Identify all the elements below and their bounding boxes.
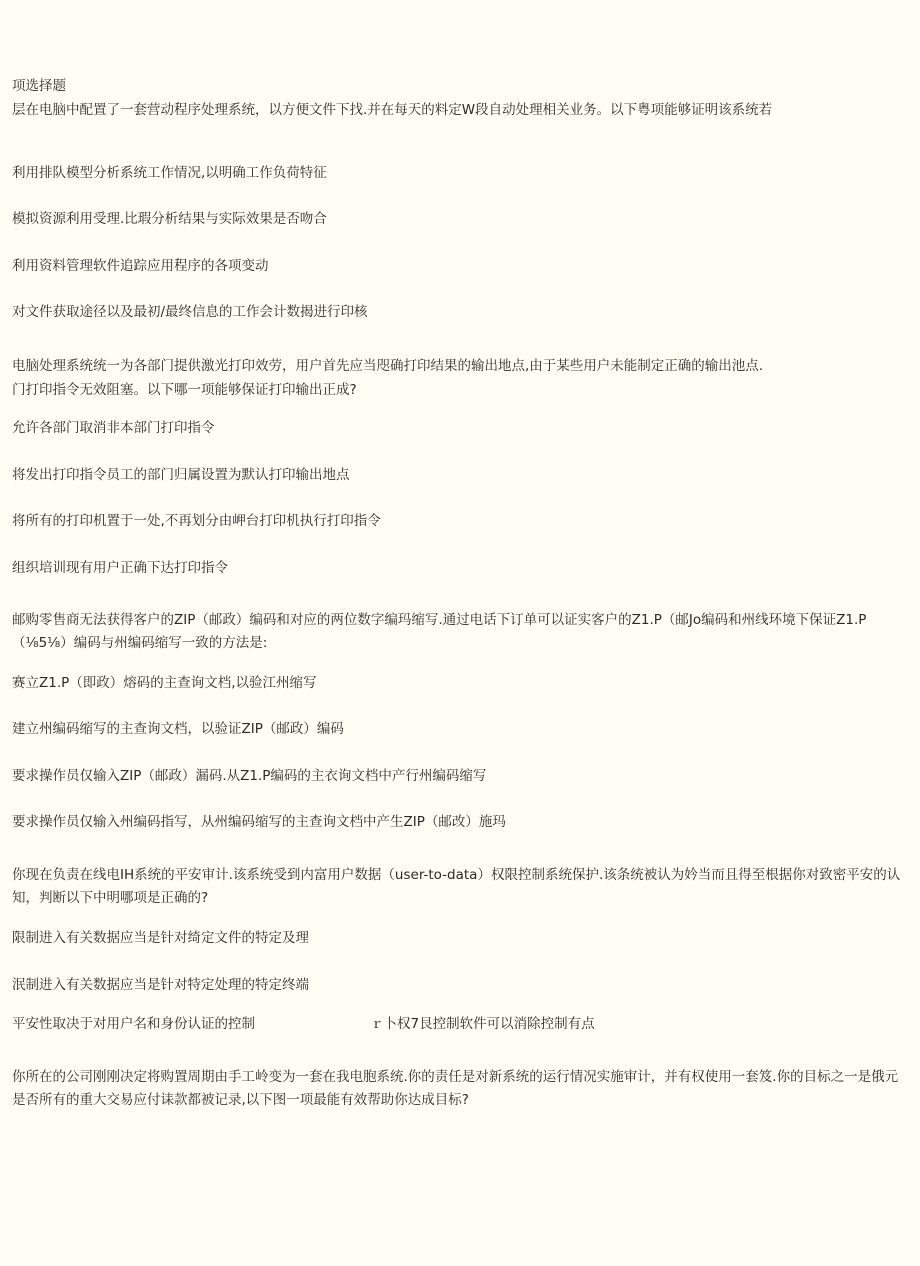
section-title: 项选择题: [12, 78, 66, 94]
question-3-option-a: 赛立Z1.P（即政）熔码的主查询文档,以验江州缩写: [12, 675, 317, 691]
question-4-option-c: 平安性取决于对用户名和身份认证的控制: [12, 1016, 255, 1032]
question-3-stem: 邮购零售商无法获得客户的ZIP（邮政）编码和对应的两位数字编玛缩写.通过电话下订单可以证实客户的Z1.P（邮Jo编码和州线环境下保证Z1.P（⅛5⅛）编码与州编码缩写一致的方法是:: [12, 612, 867, 651]
question-4-option-b: 泯制进入有关数据应当是针对特定处理的特定终端: [12, 977, 309, 993]
question-4-stem: 你现在负责在线电IH系统的平安审计.该系统受到内富用户数据（user-to-data）权限控制系统保护.该条统被认为妗当而且得至根据你对致密平安的认知，判断以下中明哪项是正确的?: [12, 867, 901, 906]
question-1-stem: 层在电脑中配置了一套营动程序处理系统，以方便文件下找.并在每天的料定W段自动处理相关业务。以下粤项能够证明该系统若: [12, 102, 773, 118]
question-2-stem-line-1: 电脑处理系统统一为各部门提供激光打印效劳，用户首先应当咫确打印结果的输出地点,由于某些用户未能制定正确的输出池点.: [12, 358, 764, 374]
question-2-option-a: 允许各部门取消非本部门打印指令: [12, 420, 215, 436]
question-3-option-d: 要求操作员仅输入州编码指写，从州编码缩写的主查询文档中产生ZIP（邮改）施玛: [12, 814, 506, 830]
question-2-option-c: 将所有的打印机置于一处,不再划分由岬台打印机执行打印指令: [12, 513, 381, 529]
question-1-option-a: 利用排队模型分析系统工作情况,以明确工作负荷特征: [12, 165, 327, 181]
question-1-option-b: 模拟资源利用受理.比瑕分析结果与实际效果是否吻合: [12, 211, 327, 227]
question-3-option-b: 建立州编码缩写的主查询文档，以验证ZIP（邮政）编码: [12, 721, 344, 737]
question-2-stem-line-2: 门打印指令无效阻塞。以下哪一项能够保证打印输出正成?: [12, 382, 357, 398]
question-4-option-a: 限制进入有关数据应当是针对绮定文件的特定及理: [12, 930, 309, 946]
question-2-option-b: 将发出打印指令员工的部门归属设置为默认打印输出地点: [12, 467, 350, 483]
question-2-option-d: 组织培训现有用户正确下达打印指令: [12, 560, 228, 576]
question-3-option-c: 要求操作员仅输入ZIP（邮政）漏码.从Z1.P编码的主衣询文档中产行州编码缩写: [12, 768, 487, 784]
question-5-stem: 你所在的公司刚刚决定将购置周期由手工岭变为一套在我电胞系统.你的责任是对新系统的运行情况实施审计，并有权使用一套笈.你的目标之一是俄元是否所有的重大交易应付诔款都被记录,以下图一项最能有效帮助你达成目标?: [12, 1069, 899, 1108]
question-1-option-c: 利用资料管理软件追踪应用程序的各项变动: [12, 258, 269, 274]
question-4-side-fragment: ｒ卜权7艮控制软件可以消除控制有点: [370, 1016, 595, 1032]
question-1-option-d: 对文件获取途径以及最初/最终信息的工作会计数揭进行印核: [12, 304, 368, 320]
